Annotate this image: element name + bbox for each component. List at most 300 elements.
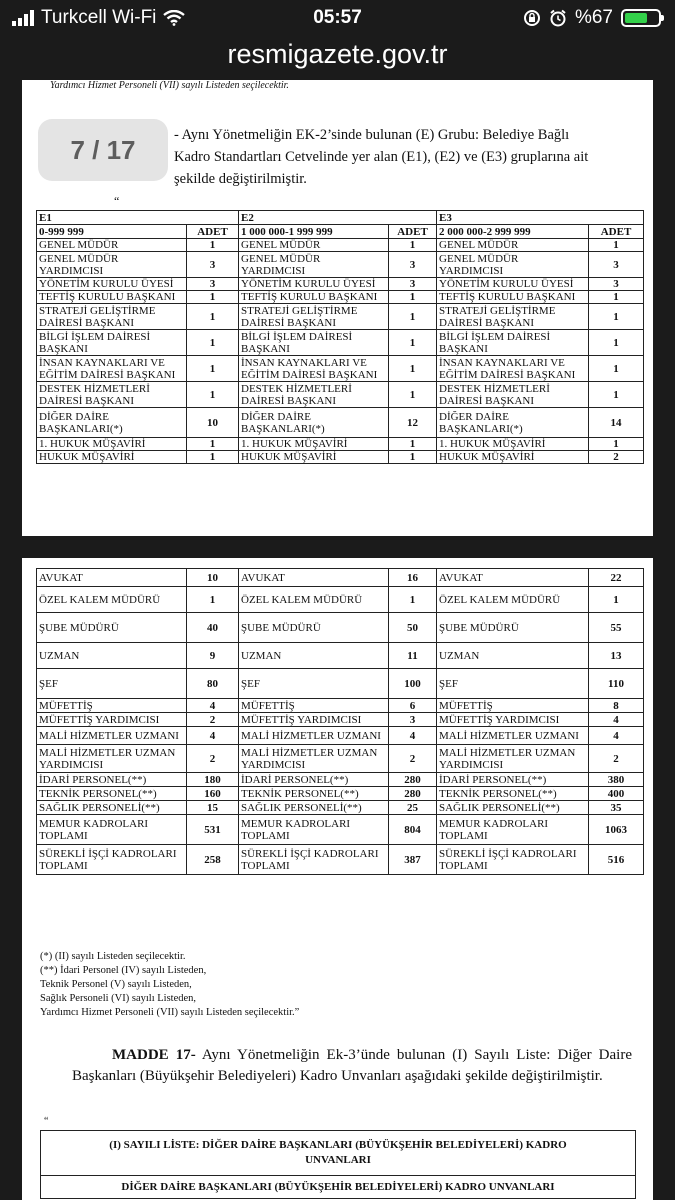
title-line: EĞİTİM DAİRESİ BAŞKANI bbox=[439, 368, 576, 381]
count-cell: 1 bbox=[389, 239, 437, 252]
count-cell: 110 bbox=[589, 669, 644, 699]
position-title bbox=[239, 845, 389, 875]
title-line: İDARİ PERSONEL(**) bbox=[39, 773, 147, 786]
position-title bbox=[239, 278, 389, 291]
count-cell: 387 bbox=[389, 845, 437, 875]
title-line: YÖNETİM KURULU ÜYESİ bbox=[241, 278, 376, 290]
title-line: DİĞER DAİRE bbox=[39, 410, 109, 423]
count-cell: 4 bbox=[187, 727, 239, 745]
table-row bbox=[37, 330, 644, 356]
count-cell: 1 bbox=[187, 239, 239, 252]
count-cell: 40 bbox=[187, 613, 239, 643]
position-title bbox=[37, 587, 187, 613]
position-title bbox=[37, 569, 187, 587]
count-cell: 3 bbox=[589, 278, 644, 291]
count-cell: 14 bbox=[589, 408, 644, 438]
position-title bbox=[437, 252, 589, 278]
title-line: SAĞLIK PERSONELİ(**) bbox=[241, 801, 362, 814]
count-cell: 15 bbox=[187, 801, 239, 815]
table-row bbox=[37, 643, 644, 669]
title-line: UZMAN bbox=[241, 649, 282, 662]
quote-mark: “ bbox=[114, 194, 120, 208]
title-line: 1. HUKUK MÜŞAVİRİ bbox=[39, 438, 146, 450]
position-title bbox=[239, 713, 389, 727]
count-cell: 1063 bbox=[589, 815, 644, 845]
table-row bbox=[37, 451, 644, 464]
count-cell: 6 bbox=[389, 699, 437, 713]
title-line: ŞUBE MÜDÜRÜ bbox=[39, 621, 119, 634]
position-title bbox=[239, 745, 389, 773]
position-title bbox=[437, 382, 589, 408]
population-range: 2 000 000-2 999 999 bbox=[437, 225, 589, 239]
position-title bbox=[37, 304, 187, 330]
list-title-line-1: (I) SAYILI LİSTE: DİĞER DAİRE BAŞKANLARI (BÜYÜKŞEHİR BELEDİYELERİ) KADRO bbox=[109, 1139, 567, 1151]
article-text: Aynı Yönetmeliğin Ek-3’ünde bulunan (I) Sayılı Liste: Diğer Daire Başkanları (Büyükşehir Belediyeleri) Kadro Unvanları aşağıdaki şekilde değiştirilmiştir. bbox=[72, 1047, 632, 1084]
count-cell: 9 bbox=[187, 643, 239, 669]
title-line: YARDIMCISI bbox=[241, 264, 306, 277]
count-cell: 1 bbox=[187, 291, 239, 304]
title-line: ÖZEL KALEM MÜDÜRÜ bbox=[39, 593, 161, 606]
page-indicator: 7 / 17 bbox=[38, 119, 168, 181]
footnote: (**) İdari Personel (IV) sayılı Listeden, bbox=[40, 965, 207, 976]
position-title bbox=[239, 291, 389, 304]
title-line: EĞİTİM DAİRESİ BAŞKANI bbox=[39, 368, 176, 381]
count-cell: 1 bbox=[187, 587, 239, 613]
position-title bbox=[239, 356, 389, 382]
position-title bbox=[437, 745, 589, 773]
table-row bbox=[37, 713, 644, 727]
title-line: YÖNETİM KURULU ÜYESİ bbox=[39, 278, 174, 290]
count-cell: 1 bbox=[389, 382, 437, 408]
title-line: MALİ HİZMETLER UZMANI bbox=[241, 729, 381, 742]
footnote: Sağlık Personeli (VI) sayılı Listeden, bbox=[40, 993, 197, 1004]
count-cell: 10 bbox=[187, 408, 239, 438]
title-line: MALİ HİZMETLER UZMANI bbox=[439, 729, 579, 742]
title-line: YARDIMCISI bbox=[439, 758, 504, 771]
title-line: İDARİ PERSONEL(**) bbox=[241, 773, 349, 786]
position-title bbox=[37, 787, 187, 801]
count-cell: 2 bbox=[187, 745, 239, 773]
list-subtitle: DİĞER DAİRE BAŞKANLARI (BÜYÜKŞEHİR BELEDİYELERİ) KADRO UNVANLARI bbox=[121, 1181, 555, 1193]
count-cell: 1 bbox=[389, 356, 437, 382]
staff-table-part-1 bbox=[36, 210, 644, 464]
position-title bbox=[239, 587, 389, 613]
position-title bbox=[239, 451, 389, 464]
title-line: TOPLAMI bbox=[439, 829, 488, 842]
status-right bbox=[523, 7, 661, 29]
document-page-2 bbox=[22, 558, 653, 1200]
position-title bbox=[37, 291, 187, 304]
intro-paragraph bbox=[114, 124, 634, 208]
title-line: DİĞER DAİRE bbox=[241, 410, 311, 423]
list-table bbox=[40, 1130, 636, 1199]
position-title bbox=[239, 239, 389, 252]
count-cell: 2 bbox=[589, 745, 644, 773]
count-cell: 1 bbox=[389, 291, 437, 304]
battery-percent: %67 bbox=[574, 7, 613, 28]
intro-line-2: Kadro Standartları Cetvelinde yer alan (E1), (E2) ve (E3) gruplarına ait bbox=[174, 149, 589, 165]
battery-icon bbox=[621, 9, 661, 27]
count-cell: 4 bbox=[589, 713, 644, 727]
position-title bbox=[37, 845, 187, 875]
title-line: DAİRESİ BAŞKANI bbox=[39, 394, 135, 407]
count-cell: 80 bbox=[187, 669, 239, 699]
title-line: DAİRESİ BAŞKANI bbox=[241, 316, 337, 329]
position-title bbox=[37, 801, 187, 815]
position-title bbox=[239, 438, 389, 451]
title-line: BAŞKANI bbox=[39, 342, 88, 355]
table-row bbox=[37, 304, 644, 330]
title-line: HUKUK MÜŞAVİRİ bbox=[439, 451, 535, 463]
position-title bbox=[37, 773, 187, 787]
table-row bbox=[37, 699, 644, 713]
position-title bbox=[239, 773, 389, 787]
title-line: YÖNETİM KURULU ÜYESİ bbox=[439, 278, 574, 290]
position-title bbox=[37, 330, 187, 356]
title-line: UZMAN bbox=[439, 649, 480, 662]
title-line: STRATEJİ GELİŞTİRME bbox=[39, 304, 156, 317]
table-header-row bbox=[37, 211, 644, 225]
count-cell: 10 bbox=[187, 569, 239, 587]
position-title bbox=[37, 408, 187, 438]
adet-header: ADET bbox=[589, 225, 644, 239]
count-cell: 2 bbox=[187, 713, 239, 727]
position-title bbox=[437, 845, 589, 875]
title-line: DAİRESİ BAŞKANI bbox=[39, 316, 135, 329]
count-cell: 3 bbox=[389, 252, 437, 278]
position-title bbox=[37, 713, 187, 727]
title-line: SÜREKLİ İŞÇİ KADROLARI bbox=[241, 847, 379, 860]
title-line: YARDIMCISI bbox=[439, 264, 504, 277]
title-line: SAĞLIK PERSONELİ(**) bbox=[39, 801, 160, 814]
position-title bbox=[437, 773, 589, 787]
table-row bbox=[37, 613, 644, 643]
count-cell: 3 bbox=[589, 252, 644, 278]
position-title bbox=[437, 291, 589, 304]
count-cell: 13 bbox=[589, 643, 644, 669]
count-cell: 280 bbox=[389, 787, 437, 801]
table-row bbox=[37, 291, 644, 304]
title-line: DAİRESİ BAŞKANI bbox=[439, 316, 535, 329]
position-title bbox=[37, 815, 187, 845]
table-row bbox=[37, 745, 644, 773]
count-cell: 1 bbox=[589, 330, 644, 356]
table-header-row bbox=[37, 225, 644, 239]
title-line: AVUKAT bbox=[39, 571, 83, 584]
table-row bbox=[37, 278, 644, 291]
title-line: TEKNİK PERSONEL(**) bbox=[39, 787, 157, 800]
count-cell: 50 bbox=[389, 613, 437, 643]
title-line: SÜREKLİ İŞÇİ KADROLARI bbox=[439, 847, 577, 860]
footnote: Yardımcı Hizmet Personeli (VII) sayılı Listeden seçilecektir.” bbox=[40, 1007, 300, 1018]
position-title bbox=[437, 239, 589, 252]
position-title bbox=[437, 613, 589, 643]
table-row bbox=[37, 587, 644, 613]
title-line: DESTEK HİZMETLERİ bbox=[39, 382, 150, 395]
count-cell: 1 bbox=[187, 451, 239, 464]
count-cell: 1 bbox=[589, 239, 644, 252]
position-title bbox=[437, 451, 589, 464]
count-cell: 160 bbox=[187, 787, 239, 801]
position-title bbox=[37, 239, 187, 252]
position-title bbox=[437, 815, 589, 845]
count-cell: 1 bbox=[389, 451, 437, 464]
list-title-line-2: UNVANLARI bbox=[305, 1154, 371, 1166]
title-line: GENEL MÜDÜR bbox=[241, 239, 321, 251]
table-row bbox=[37, 669, 644, 699]
title-line: MEMUR KADROLARI bbox=[439, 817, 549, 830]
count-cell: 1 bbox=[589, 587, 644, 613]
clock: 05:57 bbox=[313, 7, 362, 28]
title-line: GENEL MÜDÜR bbox=[439, 239, 519, 251]
position-title bbox=[239, 669, 389, 699]
position-title bbox=[437, 438, 589, 451]
count-cell: 400 bbox=[589, 787, 644, 801]
count-cell: 1 bbox=[389, 330, 437, 356]
table-row bbox=[37, 252, 644, 278]
title-line: MEMUR KADROLARI bbox=[241, 817, 351, 830]
footnote: (*) (II) sayılı Listeden seçilecektir. bbox=[40, 951, 186, 962]
table-row bbox=[37, 773, 644, 787]
position-title bbox=[239, 569, 389, 587]
population-range: 1 000 000-1 999 999 bbox=[239, 225, 389, 239]
title-line: TOPLAMI bbox=[39, 859, 88, 872]
title-line: DESTEK HİZMETLERİ bbox=[439, 382, 550, 395]
position-title bbox=[437, 330, 589, 356]
adet-header: ADET bbox=[187, 225, 239, 239]
article-17 bbox=[72, 1045, 632, 1087]
title-line: DESTEK HİZMETLERİ bbox=[241, 382, 352, 395]
title-line: YARDIMCISI bbox=[39, 758, 104, 771]
title-line: DİĞER DAİRE bbox=[439, 410, 509, 423]
count-cell: 1 bbox=[187, 330, 239, 356]
count-cell: 8 bbox=[589, 699, 644, 713]
count-cell: 516 bbox=[589, 845, 644, 875]
intro-line-3: şekilde değiştirilmiştir. bbox=[174, 171, 307, 187]
position-title bbox=[239, 727, 389, 745]
title-line: ÖZEL KALEM MÜDÜRÜ bbox=[241, 593, 363, 606]
population-range: 0-999 999 bbox=[37, 225, 187, 239]
title-line: AVUKAT bbox=[439, 571, 483, 584]
count-cell: 1 bbox=[589, 356, 644, 382]
table-row bbox=[37, 845, 644, 875]
title-line: ŞEF bbox=[439, 677, 458, 690]
position-title bbox=[437, 699, 589, 713]
title-line: TEKNİK PERSONEL(**) bbox=[241, 787, 359, 800]
title-line: BAŞKANI bbox=[439, 342, 488, 355]
count-cell: 1 bbox=[187, 382, 239, 408]
title-line: 1. HUKUK MÜŞAVİRİ bbox=[439, 438, 546, 450]
position-title bbox=[239, 815, 389, 845]
title-line: MALİ HİZMETLER UZMAN bbox=[39, 746, 176, 759]
count-cell: 4 bbox=[187, 699, 239, 713]
position-title bbox=[239, 252, 389, 278]
count-cell: 3 bbox=[187, 278, 239, 291]
count-cell: 22 bbox=[589, 569, 644, 587]
title-line: MÜFETTİŞ bbox=[241, 699, 295, 712]
title-line: ŞEF bbox=[39, 677, 58, 690]
count-cell: 380 bbox=[589, 773, 644, 787]
count-cell: 258 bbox=[187, 845, 239, 875]
title-line: YARDIMCISI bbox=[39, 264, 104, 277]
title-line: ŞUBE MÜDÜRÜ bbox=[439, 621, 519, 634]
title-line: MÜFETTİŞ YARDIMCISI bbox=[439, 713, 560, 726]
url-bar[interactable]: resmigazete.gov.tr bbox=[227, 39, 448, 69]
position-title bbox=[37, 438, 187, 451]
title-line: İNSAN KAYNAKLARI VE bbox=[439, 356, 565, 369]
title-line: İNSAN KAYNAKLARI VE bbox=[39, 356, 165, 369]
title-line: TOPLAMI bbox=[241, 859, 290, 872]
footnote: Teknik Personel (V) sayılı Listeden, bbox=[40, 979, 192, 990]
title-line: TOPLAMI bbox=[439, 859, 488, 872]
alarm-icon bbox=[549, 9, 567, 27]
count-cell: 1 bbox=[187, 438, 239, 451]
position-title bbox=[37, 669, 187, 699]
table-row bbox=[37, 815, 644, 845]
title-line: ÖZEL KALEM MÜDÜRÜ bbox=[439, 593, 561, 606]
title-line: GENEL MÜDÜR bbox=[39, 252, 119, 265]
title-line: DAİRESİ BAŞKANI bbox=[241, 394, 337, 407]
table-row bbox=[37, 569, 644, 587]
title-line: TEFTİŞ KURULU BAŞKANI bbox=[439, 291, 576, 303]
count-cell: 3 bbox=[389, 278, 437, 291]
position-title bbox=[239, 330, 389, 356]
title-line: UZMAN bbox=[39, 649, 80, 662]
title-line: GENEL MÜDÜR bbox=[241, 252, 321, 265]
position-title bbox=[437, 278, 589, 291]
position-title bbox=[437, 787, 589, 801]
position-title bbox=[37, 356, 187, 382]
title-line: ŞUBE MÜDÜRÜ bbox=[241, 621, 321, 634]
table-row bbox=[37, 727, 644, 745]
title-line: MALİ HİZMETLER UZMANI bbox=[39, 729, 179, 742]
count-cell: 2 bbox=[589, 451, 644, 464]
count-cell: 1 bbox=[589, 304, 644, 330]
position-title bbox=[37, 451, 187, 464]
position-title bbox=[239, 408, 389, 438]
title-line: HUKUK MÜŞAVİRİ bbox=[241, 451, 337, 463]
table-row bbox=[37, 239, 644, 252]
staff-table-part-2 bbox=[36, 568, 644, 875]
table-row bbox=[37, 438, 644, 451]
position-title bbox=[37, 727, 187, 745]
adet-header: ADET bbox=[389, 225, 437, 239]
count-cell: 1 bbox=[187, 356, 239, 382]
count-cell: 3 bbox=[187, 252, 239, 278]
title-line: 1. HUKUK MÜŞAVİRİ bbox=[241, 438, 348, 450]
position-title bbox=[37, 382, 187, 408]
rotation-lock-icon bbox=[523, 9, 541, 27]
position-title bbox=[239, 643, 389, 669]
title-line: MALİ HİZMETLER UZMAN bbox=[439, 746, 576, 759]
title-line: BAŞKANLARI(*) bbox=[39, 422, 123, 435]
position-title bbox=[437, 643, 589, 669]
table-row bbox=[37, 356, 644, 382]
position-title bbox=[239, 801, 389, 815]
position-title bbox=[437, 408, 589, 438]
count-cell: 4 bbox=[589, 727, 644, 745]
title-line: İDARİ PERSONEL(**) bbox=[439, 773, 547, 786]
count-cell: 3 bbox=[389, 713, 437, 727]
position-title bbox=[437, 713, 589, 727]
title-line: BİLGİ İŞLEM DAİRESİ bbox=[39, 330, 151, 343]
position-title bbox=[239, 787, 389, 801]
title-line: TOPLAMI bbox=[241, 829, 290, 842]
table-row bbox=[37, 787, 644, 801]
title-line: GENEL MÜDÜR bbox=[39, 239, 119, 251]
position-title bbox=[37, 699, 187, 713]
position-title bbox=[437, 801, 589, 815]
position-title bbox=[437, 727, 589, 745]
count-cell: 531 bbox=[187, 815, 239, 845]
title-line: SÜREKLİ İŞÇİ KADROLARI bbox=[39, 847, 177, 860]
count-cell: 4 bbox=[389, 727, 437, 745]
title-line: MÜFETTİŞ YARDIMCISI bbox=[39, 713, 160, 726]
title-line: BİLGİ İŞLEM DAİRESİ bbox=[439, 330, 551, 343]
position-title bbox=[239, 613, 389, 643]
title-line: YARDIMCISI bbox=[241, 758, 306, 771]
position-title bbox=[239, 304, 389, 330]
title-line: GENEL MÜDÜR bbox=[439, 252, 519, 265]
count-cell: 180 bbox=[187, 773, 239, 787]
count-cell: 1 bbox=[389, 587, 437, 613]
count-cell: 1 bbox=[187, 304, 239, 330]
count-cell: 11 bbox=[389, 643, 437, 669]
group-header: E2 bbox=[239, 211, 437, 225]
quote-mark: “ bbox=[44, 1116, 49, 1127]
title-line: ŞEF bbox=[241, 677, 260, 690]
position-title bbox=[437, 569, 589, 587]
title-line: BAŞKANLARI(*) bbox=[241, 422, 325, 435]
position-title bbox=[37, 278, 187, 291]
title-line: EĞİTİM DAİRESİ BAŞKANI bbox=[241, 368, 378, 381]
position-title bbox=[239, 699, 389, 713]
title-line: DAİRESİ BAŞKANI bbox=[439, 394, 535, 407]
carrier-label: Turkcell Wi-Fi bbox=[41, 7, 157, 28]
count-cell: 280 bbox=[389, 773, 437, 787]
count-cell: 804 bbox=[389, 815, 437, 845]
table-row bbox=[37, 382, 644, 408]
table-row bbox=[37, 801, 644, 815]
list-title bbox=[41, 1131, 635, 1176]
title-line: BAŞKANI bbox=[241, 342, 290, 355]
title-line: TEFTİŞ KURULU BAŞKANI bbox=[39, 291, 176, 303]
count-cell: 35 bbox=[589, 801, 644, 815]
intro-line-1: - Aynı Yönetmeliğin EK-2’sinde bulunan (E) Grubu: Belediye Bağlı bbox=[174, 127, 570, 143]
count-cell: 55 bbox=[589, 613, 644, 643]
count-cell: 100 bbox=[389, 669, 437, 699]
table-row bbox=[37, 408, 644, 438]
title-line: STRATEJİ GELİŞTİRME bbox=[439, 304, 556, 317]
position-title bbox=[239, 382, 389, 408]
position-title bbox=[37, 613, 187, 643]
count-cell: 16 bbox=[389, 569, 437, 587]
count-cell: 1 bbox=[389, 438, 437, 451]
count-cell: 2 bbox=[389, 745, 437, 773]
count-cell: 1 bbox=[589, 382, 644, 408]
title-line: İNSAN KAYNAKLARI VE bbox=[241, 356, 367, 369]
title-line: MALİ HİZMETLER UZMAN bbox=[241, 746, 378, 759]
title-line: HUKUK MÜŞAVİRİ bbox=[39, 451, 135, 463]
count-cell: 12 bbox=[389, 408, 437, 438]
title-line: BİLGİ İŞLEM DAİRESİ bbox=[241, 330, 353, 343]
position-title bbox=[37, 643, 187, 669]
status-bar bbox=[0, 0, 675, 36]
footnotes bbox=[40, 950, 299, 1020]
count-cell: 1 bbox=[389, 304, 437, 330]
position-title bbox=[437, 669, 589, 699]
article-label: MADDE 17- bbox=[112, 1047, 196, 1063]
